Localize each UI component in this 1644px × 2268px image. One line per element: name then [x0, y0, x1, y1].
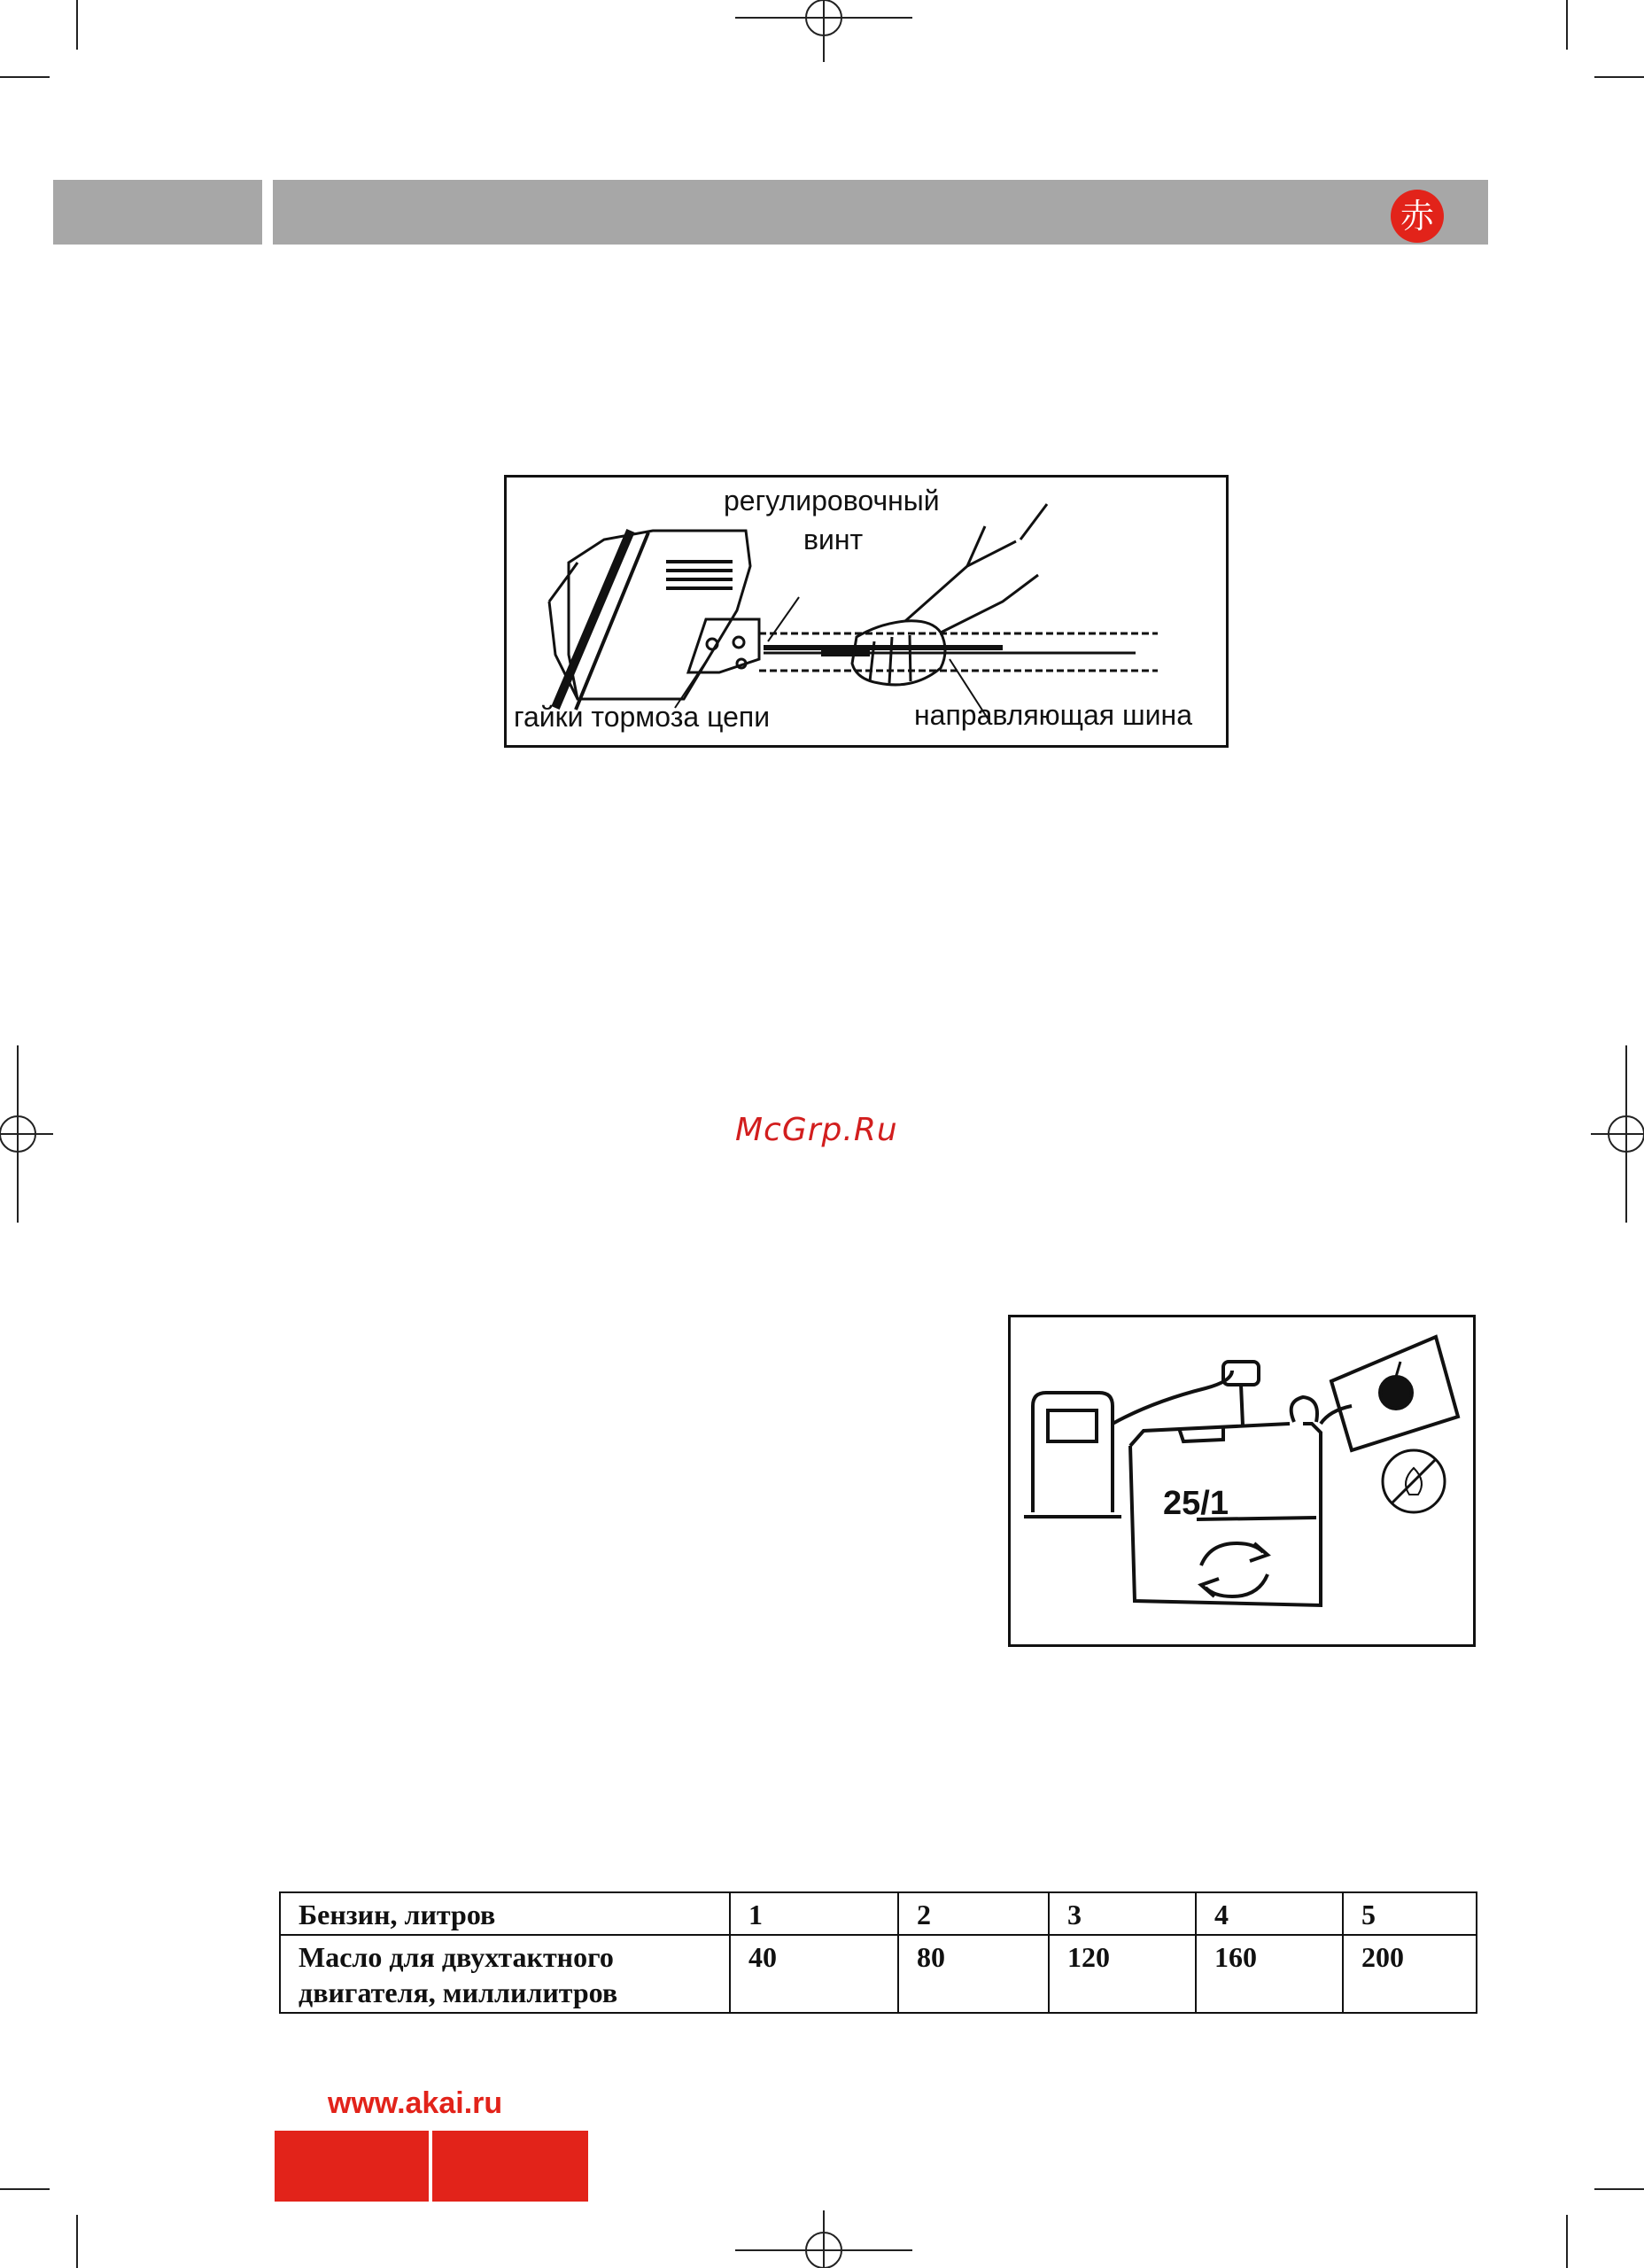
oil-drop-icon [1321, 1337, 1458, 1450]
row-label-petrol: Бензин, литров [280, 1892, 730, 1935]
fuel-oil-mix-table [279, 1891, 1477, 2014]
watermark: McGrp.Ru [735, 1112, 898, 1148]
registration-mark-top [735, 0, 912, 62]
table-row [280, 1892, 1477, 1935]
header-bar-left [53, 180, 262, 245]
header-bar-main [273, 180, 1488, 245]
table-cell: 200 [1343, 1935, 1477, 2013]
registration-mark-right [1591, 1045, 1644, 1223]
label-guide-bar: направляющая шина [914, 699, 1193, 731]
crop-mark [76, 0, 78, 50]
row-label-oil-line2: двигателя, миллилитров [299, 1977, 618, 2008]
footer-block-left [275, 2131, 429, 2202]
footer-block-right [432, 2131, 588, 2202]
table-cell: 2 [898, 1892, 1049, 1935]
registration-mark-left [0, 1045, 53, 1223]
fuel-mix-figure [1008, 1315, 1476, 1647]
table-cell: 3 [1049, 1892, 1196, 1935]
fuel-mix-drawing [1011, 1317, 1473, 1644]
label-adjusting-screw: регулировочный [724, 485, 940, 517]
table-cell: 4 [1196, 1892, 1343, 1935]
table-cell: 40 [730, 1935, 898, 2013]
table-cell: 120 [1049, 1935, 1196, 2013]
crop-mark [1594, 2188, 1644, 2190]
label-brake-nuts: гайки тормоза цепи [514, 701, 771, 733]
chainsaw-figure [504, 475, 1229, 748]
crop-mark [0, 2188, 50, 2190]
row-label-oil [280, 1935, 730, 2013]
canister-icon [1130, 1362, 1321, 1605]
row-label-oil-line1: Масло для двухтактного [299, 1941, 614, 1973]
table-cell: 5 [1343, 1892, 1477, 1935]
table-row [280, 1935, 1477, 2013]
recycle-icon [1201, 1543, 1268, 1596]
crop-mark [1566, 0, 1568, 50]
website-link[interactable]: www.akai.ru [328, 2086, 503, 2120]
crop-mark [76, 2215, 78, 2268]
no-fire-icon [1383, 1450, 1445, 1512]
mix-ratio-label: 25/1 [1163, 1485, 1229, 1522]
registration-mark-bottom [735, 2210, 912, 2268]
akai-logo-badge: 赤 [1391, 190, 1444, 243]
crop-mark [1594, 76, 1644, 78]
crop-mark [1566, 2215, 1568, 2268]
fuel-pump-icon [1024, 1393, 1121, 1517]
crop-mark [0, 76, 50, 78]
table-cell: 160 [1196, 1935, 1343, 2013]
table-cell: 1 [730, 1892, 898, 1935]
table-cell: 80 [898, 1935, 1049, 2013]
label-adjusting-screw-2: винт [803, 524, 864, 555]
